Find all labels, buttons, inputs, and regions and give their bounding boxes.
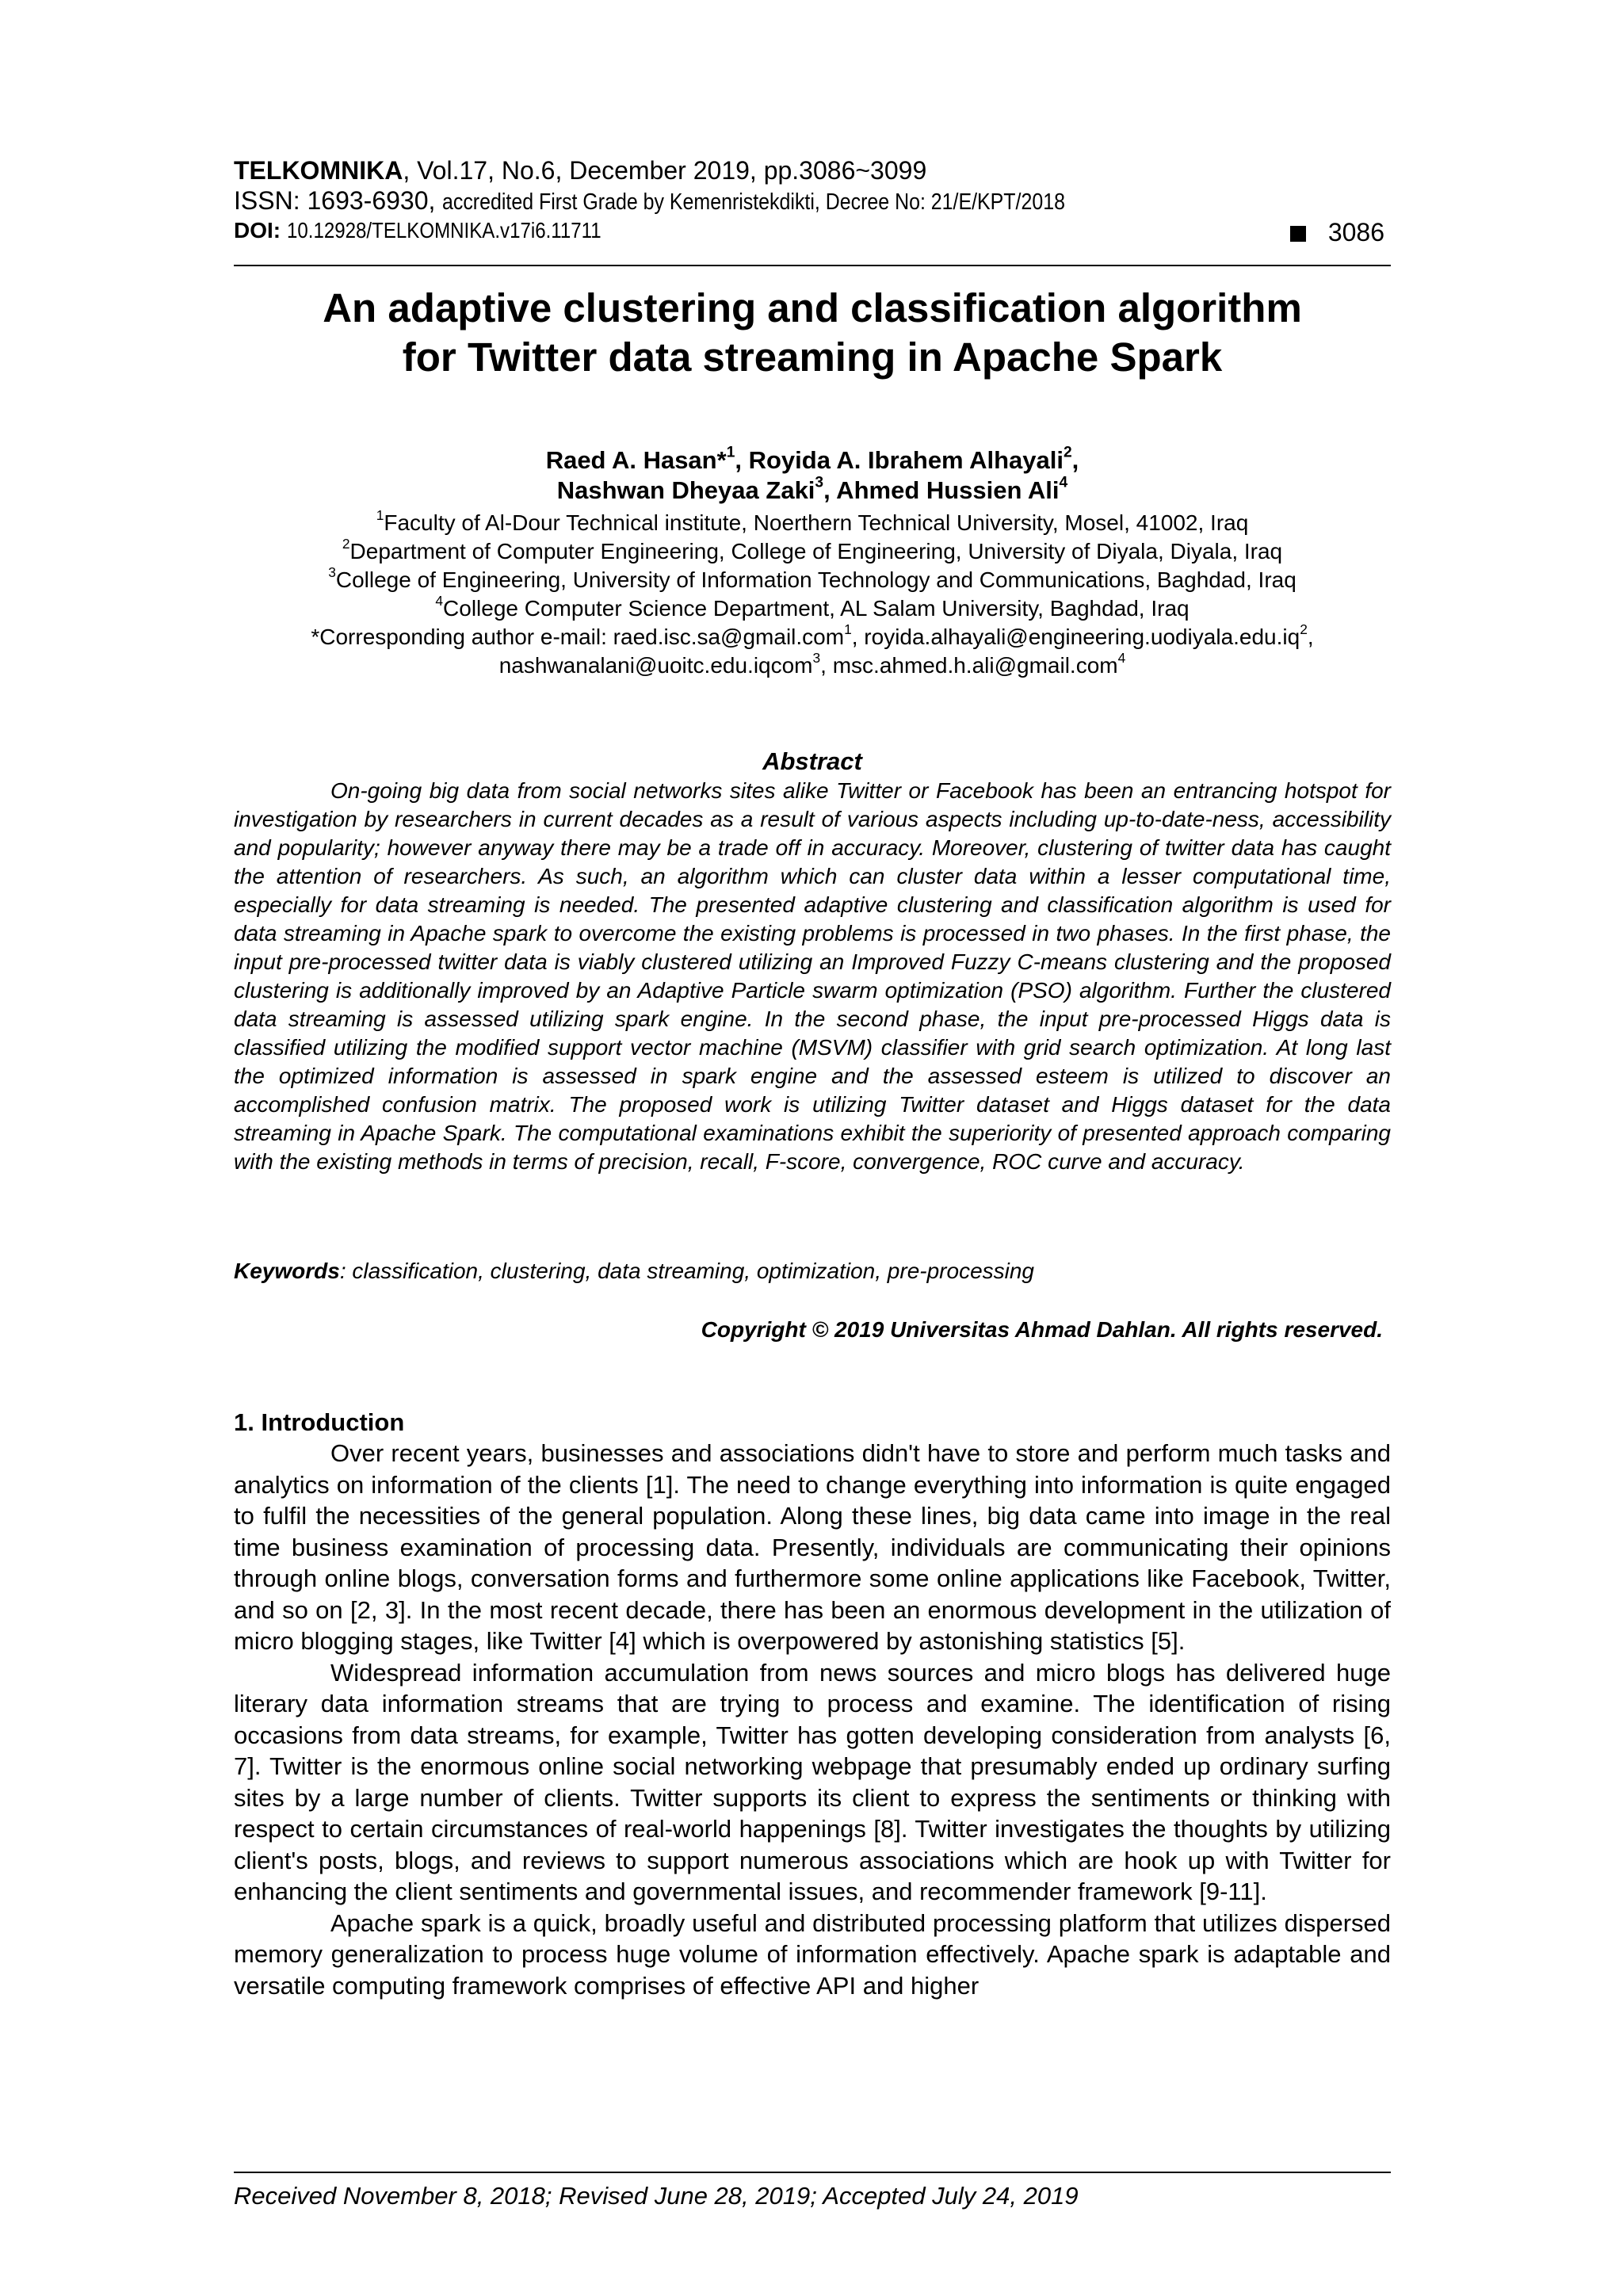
journal-name: TELKOMNIKA [234,156,403,185]
intro-paragraph-3: Apache spark is a quick, broadly useful and distributed processing platform that utilizes dispersed memory generalization to process huge volume of information effectively. Apache spark is adaptable and versatile computing framework comprises of effective API and higher [234,1908,1391,2000]
correspondence-line-1 [218,623,1407,651]
affiliation-3-text: College of Engineering, University of Information Technology and Communications, Baghdad, Iraq [335,567,1296,592]
abstract-heading: Abstract [762,747,862,775]
doi-row [234,217,1391,249]
author-4: , Ahmed Hussien Ali [823,476,1060,504]
correspondence-sup-3: 3 [812,649,821,666]
footer-rule [234,2172,1391,2173]
correspondence-email-3: nashwanalani@uoitc.edu.iqcom [498,653,813,678]
author-3-sup: 3 [815,474,824,491]
correspondence-sup-4: 4 [1117,649,1126,666]
affiliation-2 [218,537,1407,566]
correspondence-sup-1: 1 [844,621,852,637]
journal-header [234,155,1391,249]
intro-paragraph-1: Over recent years, businesses and associations didn't have to store and perform much tasks and analytics on information of the clients [1]. The need to change everything into information is quite engaged to fulfil the necessities of the general population. Along these lines, big data came into image in the real time business examination of processing data. Presently, individuals are communicating their opinions through online blogs, conversation forms and furthermore some online applications like Facebook, Twitter, and so on [2, 3]. In the most recent decade, there has been an enormous development in the utilization of micro blogging stages, like Twitter [4] which is overpowered by astonishing statistics [5]. [234,1439,1391,1655]
doi-label: DOI: [234,218,287,243]
introduction-body [234,1438,1391,2001]
author-2-tail: , [1071,446,1079,474]
doi-value: 10.12928/TELKOMNIKA.v17i6.11711 [286,218,601,243]
affiliations [218,506,1407,680]
affiliation-3 [218,563,1407,594]
correspondence-email-4: , msc.ahmed.h.ali@gmail.com [820,653,1118,678]
doi-line [234,218,652,243]
paper-title [234,284,1391,382]
title-line-1: An adaptive clustering and classification algorithm [323,285,1302,330]
intro-paragraph-2: Widespread information accumulation from news sources and micro blogs has delivered huge literary data information streams that are trying to process and examine. The identification of rising occasions from data streams, for example, Twitter has gotten developing consideration from analysts [6, 7]. Twitter is the enormous online social networking webpage that presumably ended up ordinary surfing sites by a large number of clients. Twitter supports its client to express the sentiments or thinking with respect to certain circumstances of real-world happenings [8]. Twitter investigates the thoughts by utilizing client's posts, blogs, and reviews to support numerous associations which are hook up with Twitter for enhancing the client sentiments and governmental issues, and recommender framework [9-11]. [234,1658,1391,1905]
correspondence-line-2 [218,651,1407,680]
author-1: Raed A. Hasan* [545,446,727,474]
issn: ISSN: 1693-6930, [234,186,443,215]
journal-citation-line [234,155,1391,185]
keywords-label: Keywords [234,1259,340,1283]
affiliation-3-sup: 3 [328,563,336,580]
affiliation-4-sup: 4 [435,592,444,609]
affiliation-2-text: Department of Computer Engineering, College of Engineering, University of Diyala, Diyala, Iraq [349,539,1283,563]
affiliation-1-text: Faculty of Al-Dour Technical institute, Noerthern Technical University, Mosel, 41002, Iraq [384,510,1249,535]
authors-line-2 [234,476,1391,506]
affiliation-4 [218,594,1407,623]
square-bullet-icon [1290,226,1306,242]
copyright-notice: Copyright © 2019 Universitas Ahmad Dahlan. All rights reserved. [701,1317,1383,1342]
section-heading-introduction: 1. Introduction [234,1408,405,1436]
author-list [234,445,1391,506]
correspondence-tail: , [1307,625,1314,649]
abstract-text: On-going big data from social networks sites alike Twitter or Facebook has been an entrancing hotspot for investigation by researchers in current decades as a result of various aspects including up-to-date-ness, accessibility and popularity; however anyway there may be a trade off in accuracy. Moreover, clustering of twitter data has caught the attention of researchers. As such, an algorithm which can cluster data within a lesser computational time, especially for data streaming is needed. The presented adaptive clustering and classification algorithm is used for data streaming in Apache spark to overcome the existing problems is processed in two phases. In the first phase, the input pre-processed twitter data is viably clustered utilizing an Improved Fuzzy C-means clustering and the proposed clustering is additionally improved by an Adaptive Particle swarm optimization (PSO) algorithm. Further the clustered data streaming is assessed utilizing spark engine. In the second phase, the input pre-processed Higgs data is classified utilizing the modified support vector machine (MSVM) classifier with grid search optimization. At long last the optimized information is assessed in spark engine and the assessed esteem is utilized to discover an accomplished confusion matrix. The proposed work is utilizing Twitter dataset and Higgs dataset for the data streaming in Apache Spark. The computational examinations exhibit the superiority of presented approach comparing with the existing methods in terms of precision, recall, F-score, convergence, ROC curve and accuracy. [234,778,1391,1174]
affiliation-1-sup: 1 [376,506,384,523]
affiliation-4-text: College Computer Science Department, AL Salam University, Baghdad, Iraq [443,596,1190,621]
title-line-2: for Twitter data streaming in Apache Spark [402,334,1223,380]
author-3: Nashwan Dheyaa Zaki [556,476,815,504]
correspondence-mid: , royida.alhayali@engineering.uodiyala.edu.iq [851,625,1300,649]
correspondence-sup-2: 2 [1300,621,1308,637]
author-2-sup: 2 [1063,444,1072,461]
affiliation-2-sup: 2 [342,535,350,552]
authors-line-1 [234,445,1391,476]
received-dates: Received November 8, 2018; Revised June 28, 2019; Accepted July 24, 2019 [234,2182,1079,2210]
correspondence-prefix: *Corresponding author e-mail: raed.isc.sa@gmail.com [311,625,845,649]
author-4-sup: 4 [1059,474,1068,491]
keywords-text: : classification, clustering, data streaming, optimization, pre-processing [339,1259,1035,1283]
page-number [1290,217,1384,247]
accreditation: accredited First Grade by Kemenristekdikti, Decree No: 21/E/KPT/2018 [442,189,1066,215]
affiliation-1 [218,506,1407,537]
header-rule [234,265,1391,266]
page-number-text: 3086 [1327,218,1384,246]
keywords [234,1257,1391,1286]
issn-line [234,185,1391,217]
author-2: , Royida A. Ibrahem Alhayali [735,446,1064,474]
volume-info: , Vol.17, No.6, December 2019, pp.3086~3099 [403,156,927,185]
paper-page [234,0,1391,2296]
author-1-sup: 1 [726,444,735,461]
